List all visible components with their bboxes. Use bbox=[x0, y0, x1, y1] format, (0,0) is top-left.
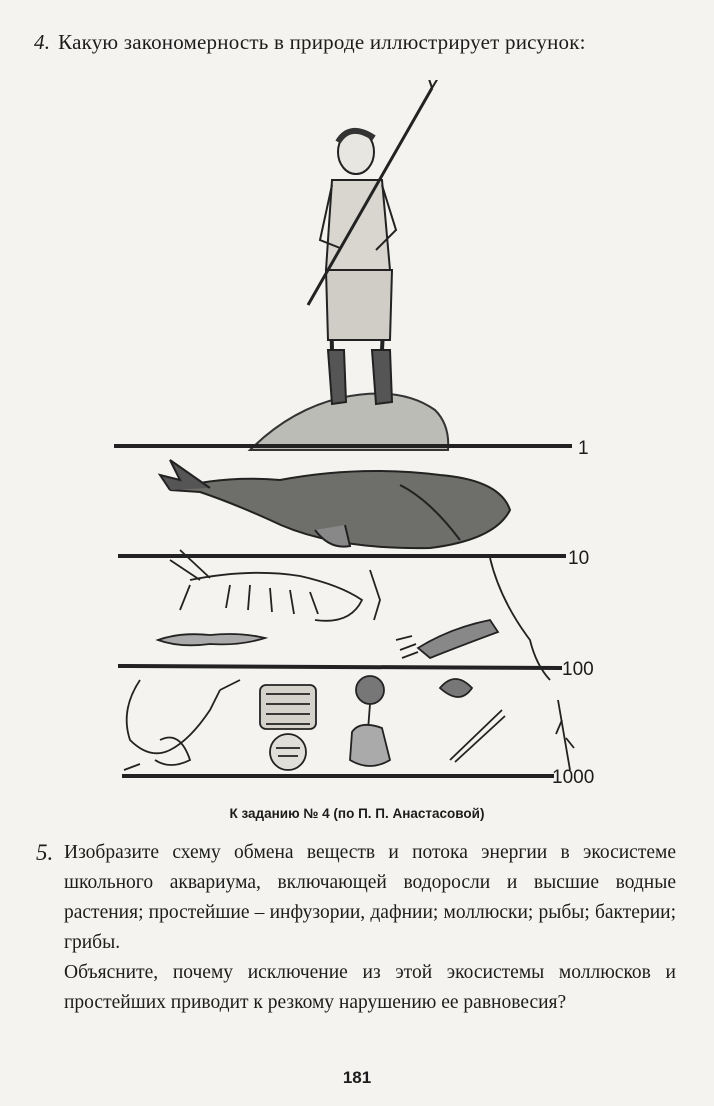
question-5-text-2: Объясните, почему исключение из этой экосистемы моллюсков и простейших приводит к резкому нарушению ее равновесия? bbox=[64, 962, 676, 1013]
question-5 bbox=[36, 838, 676, 1018]
zooplankton-illustration bbox=[158, 550, 550, 680]
level-label-10: 10 bbox=[568, 548, 590, 569]
level-label-1000: 1000 bbox=[552, 767, 595, 788]
page-number: 181 bbox=[342, 1068, 372, 1087]
ecological-pyramid-figure bbox=[100, 80, 640, 800]
level-label-100: 100 bbox=[562, 659, 594, 680]
question-4 bbox=[34, 30, 694, 55]
figure-caption: К заданию № 4 (по П. П. Анастасовой) bbox=[229, 806, 485, 821]
whale-illustration bbox=[160, 460, 510, 548]
phytoplankton-illustration bbox=[124, 676, 574, 770]
question-4-text: Какую закономерность в природе иллюстрирует рисунок: bbox=[58, 30, 586, 54]
question-4-number: 4. bbox=[34, 30, 51, 54]
level-label-1: 1 bbox=[578, 438, 589, 459]
man-with-spear-illustration bbox=[250, 80, 448, 450]
question-5-text: Изобразите схему обмена веществ и потока энергии в экосистеме школьного аквариума, включающей водоросли и высшие водные растения; простейшие – инфузории, дафнии; моллюски; рыбы; бактерии; грибы. bbox=[64, 842, 676, 953]
question-5-number: 5. bbox=[36, 840, 54, 865]
level-line-100 bbox=[118, 666, 562, 668]
